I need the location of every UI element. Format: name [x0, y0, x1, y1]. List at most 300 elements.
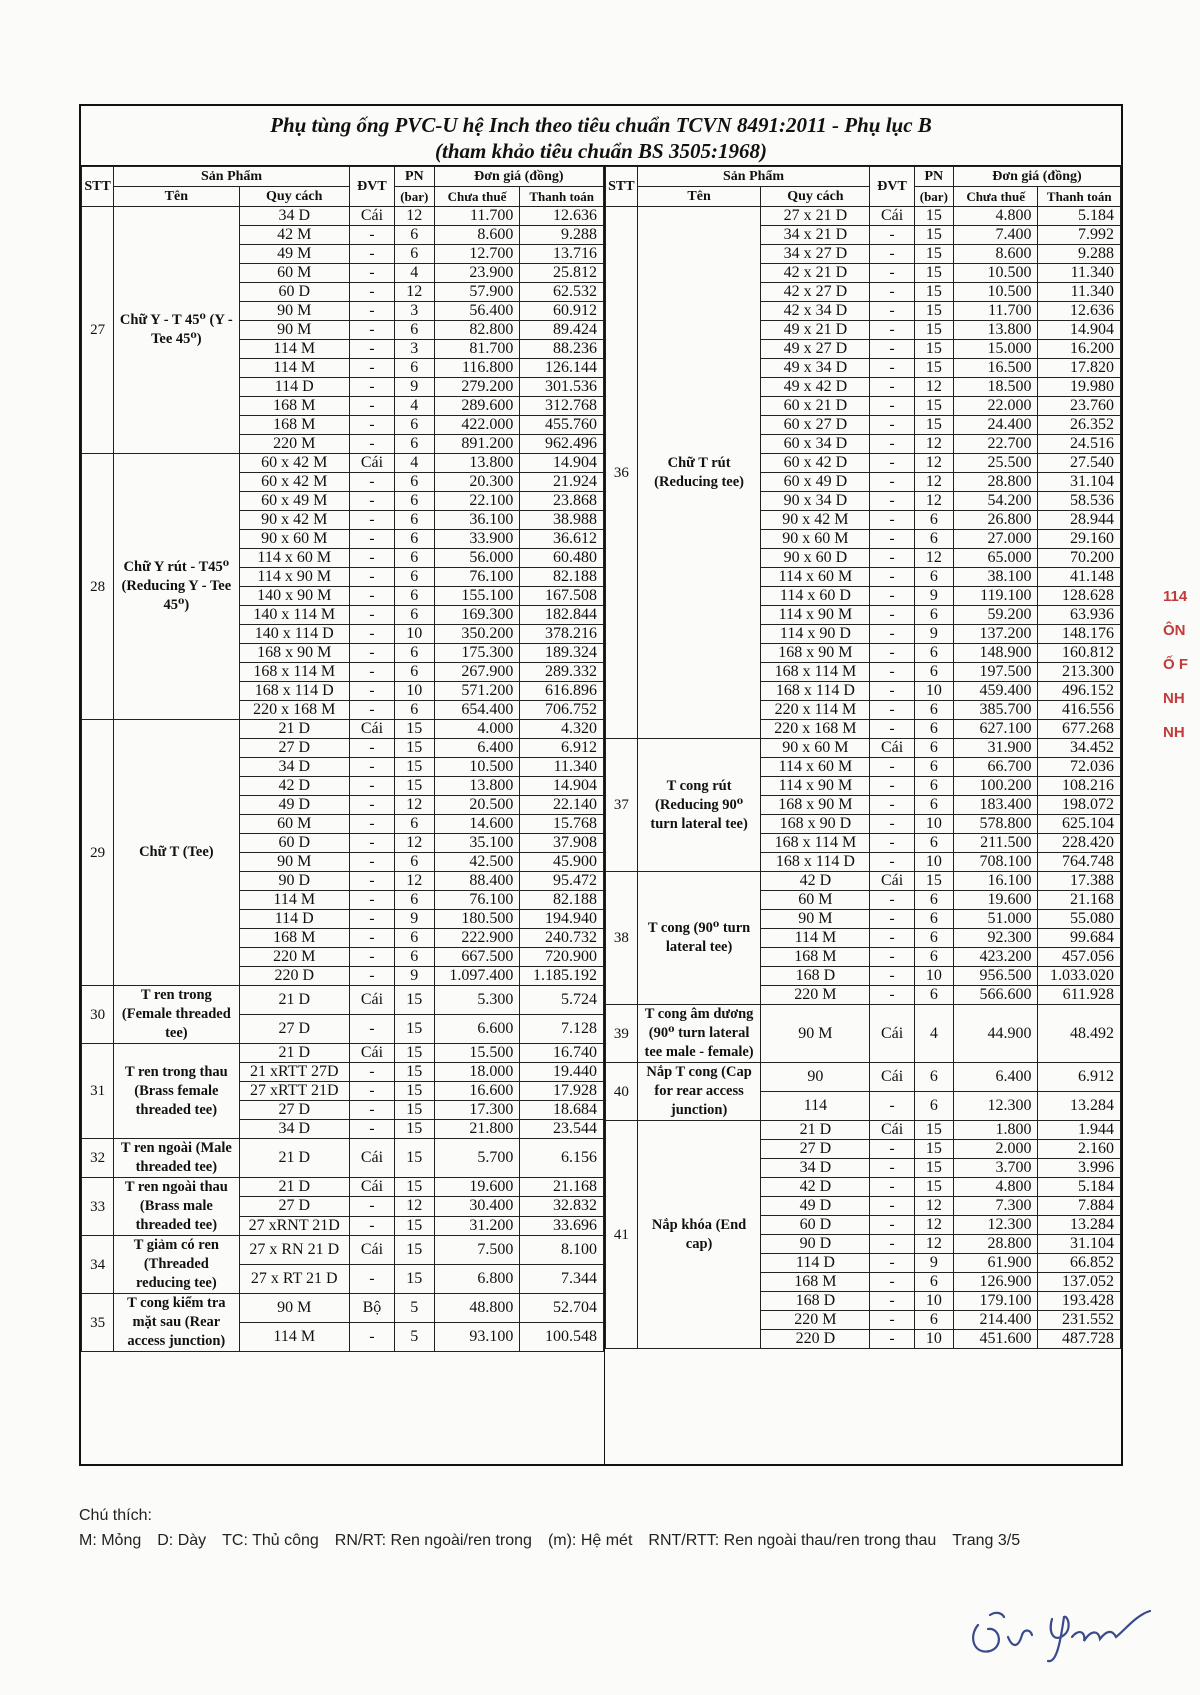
unit-cell: - [870, 663, 914, 682]
price-total-cell: 11.340 [1038, 283, 1121, 302]
price-before-tax-cell: 13.800 [953, 321, 1038, 340]
pressure-cell: 6 [914, 701, 953, 720]
pressure-cell: 15 [394, 739, 434, 758]
title-line-1: Phụ tùng ống PVC-U hệ Inch theo tiêu chuẩn TCVN 8491:2011 - Phụ lục B [270, 113, 932, 137]
price-total-cell: 34.452 [1038, 739, 1121, 758]
price-total-cell: 12.636 [520, 207, 604, 226]
price-total-cell: 12.636 [1038, 302, 1121, 321]
unit-cell: - [870, 720, 914, 739]
row-stt: 30 [82, 986, 114, 1044]
spec-cell: 114 M [239, 340, 349, 359]
spec-cell: 42 x 21 D [761, 264, 870, 283]
spec-cell: 49 x 42 D [761, 378, 870, 397]
spec-cell: 21 D [761, 1121, 870, 1140]
unit-cell: - [349, 1197, 394, 1216]
price-before-tax-cell: 279.200 [434, 378, 520, 397]
spec-cell: 34 x 21 D [761, 226, 870, 245]
spec-cell: 42 D [761, 1178, 870, 1197]
row-stt: 33 [82, 1178, 114, 1236]
unit-cell: - [349, 853, 394, 872]
price-total-cell: 52.704 [520, 1294, 604, 1323]
row-stt: 32 [82, 1139, 114, 1178]
price-total-cell: 99.684 [1038, 929, 1121, 948]
pressure-cell: 6 [914, 1273, 953, 1292]
pressure-cell: 6 [394, 321, 434, 340]
unit-cell: - [870, 549, 914, 568]
price-before-tax-cell: 16.600 [434, 1082, 520, 1101]
spec-cell: 114 M [239, 1323, 349, 1352]
pressure-cell: 6 [914, 986, 953, 1005]
spec-cell: 90 M [239, 853, 349, 872]
pressure-cell: 6 [914, 530, 953, 549]
pressure-cell: 12 [914, 492, 953, 511]
unit-cell: - [349, 1265, 394, 1294]
unit-cell: Cái [349, 207, 394, 226]
unit-cell: - [870, 359, 914, 378]
pressure-cell: 15 [394, 1265, 434, 1294]
price-total-cell: 22.140 [520, 796, 604, 815]
spec-cell: 168 D [761, 1292, 870, 1311]
pressure-cell: 4 [394, 397, 434, 416]
price-total-cell: 148.176 [1038, 625, 1121, 644]
spec-cell: 220 M [761, 986, 870, 1005]
price-total-cell: 182.844 [520, 606, 604, 625]
unit-cell: - [870, 492, 914, 511]
unit-cell: - [870, 302, 914, 321]
table-row [606, 207, 1121, 226]
unit-cell: - [870, 929, 914, 948]
price-before-tax-cell: 211.500 [953, 834, 1038, 853]
price-total-cell: 55.080 [1038, 910, 1121, 929]
price-total-cell: 38.988 [520, 511, 604, 530]
price-total-cell: 167.508 [520, 587, 604, 606]
unit-cell: Cái [870, 1121, 914, 1140]
row-stt: 29 [82, 720, 114, 986]
tables-area [81, 166, 1121, 1464]
pressure-cell: 12 [914, 549, 953, 568]
pressure-cell: 15 [394, 1139, 434, 1178]
spec-cell: 114 x 90 M [761, 777, 870, 796]
price-before-tax-cell: 627.100 [953, 720, 1038, 739]
pressure-cell: 9 [394, 910, 434, 929]
price-before-tax-cell: 7.300 [953, 1197, 1038, 1216]
price-total-cell: 21.924 [520, 473, 604, 492]
price-table-sheet [79, 104, 1123, 1466]
price-before-tax-cell: 4.800 [953, 1178, 1038, 1197]
spec-cell: 168 x 90 M [761, 644, 870, 663]
pressure-cell: 6 [914, 568, 953, 587]
unit-cell: Cái [349, 986, 394, 1015]
unit-cell: - [349, 1082, 394, 1101]
pressure-cell: 15 [914, 359, 953, 378]
unit-cell: - [870, 530, 914, 549]
spec-cell: 21 D [239, 720, 349, 739]
unit-cell: - [349, 758, 394, 777]
unit-cell: - [349, 1101, 394, 1120]
unit-cell: - [349, 264, 394, 283]
right-table [605, 166, 1121, 1464]
spec-cell: 90 M [761, 910, 870, 929]
price-before-tax-cell: 59.200 [953, 606, 1038, 625]
price-total-cell: 31.104 [1038, 473, 1121, 492]
header-stt: STT [82, 167, 114, 207]
spec-cell: 114 M [761, 929, 870, 948]
price-total-cell: 58.536 [1038, 492, 1121, 511]
red-stamp-fragment [1163, 580, 1200, 820]
price-before-tax-cell: 13.800 [434, 777, 520, 796]
price-before-tax-cell: 31.900 [953, 739, 1038, 758]
spec-cell: 114 x 90 D [761, 625, 870, 644]
pressure-cell: 6 [394, 568, 434, 587]
price-total-cell: 213.300 [1038, 663, 1121, 682]
pressure-cell: 6 [914, 758, 953, 777]
price-total-cell: 24.516 [1038, 435, 1121, 454]
spec-cell: 27 x RN 21 D [239, 1236, 349, 1265]
spec-cell: 140 x 114 D [239, 625, 349, 644]
pressure-cell: 15 [914, 245, 953, 264]
price-total-cell: 616.896 [520, 682, 604, 701]
price-total-cell: 1.185.192 [520, 967, 604, 986]
spec-cell: 90 D [239, 872, 349, 891]
spec-cell: 60 D [239, 834, 349, 853]
pressure-cell: 15 [394, 1216, 434, 1235]
header-pn: PN [914, 167, 953, 187]
price-total-cell: 4.320 [520, 720, 604, 739]
price-before-tax-cell: 566.600 [953, 986, 1038, 1005]
spec-cell: 220 M [239, 948, 349, 967]
pressure-cell: 6 [914, 644, 953, 663]
price-before-tax-cell: 76.100 [434, 568, 520, 587]
price-total-cell: 706.752 [520, 701, 604, 720]
price-before-tax-cell: 6.600 [434, 1015, 520, 1044]
price-total-cell: 13.284 [1038, 1092, 1121, 1121]
unit-cell: - [870, 644, 914, 663]
spec-cell: 168 M [761, 1273, 870, 1292]
pressure-cell: 6 [394, 663, 434, 682]
spec-cell: 42 M [239, 226, 349, 245]
price-total-cell: 17.388 [1038, 872, 1121, 891]
pressure-cell: 6 [394, 511, 434, 530]
spec-cell: 114 M [239, 359, 349, 378]
price-total-cell: 625.104 [1038, 815, 1121, 834]
unit-cell: - [870, 986, 914, 1005]
price-total-cell: 17.820 [1038, 359, 1121, 378]
spec-cell: 90 D [761, 1235, 870, 1254]
unit-cell: - [349, 606, 394, 625]
price-before-tax-cell: 289.600 [434, 397, 520, 416]
price-total-cell: 6.156 [520, 1139, 604, 1178]
product-name: T giảm có ren (Threaded reducing tee) [114, 1236, 239, 1294]
price-before-tax-cell: 17.300 [434, 1101, 520, 1120]
pressure-cell: 6 [914, 777, 953, 796]
price-before-tax-cell: 93.100 [434, 1323, 520, 1352]
price-before-tax-cell: 137.200 [953, 625, 1038, 644]
price-before-tax-cell: 6.400 [434, 739, 520, 758]
spec-cell: 220 x 168 M [761, 720, 870, 739]
unit-cell: - [870, 625, 914, 644]
unit-cell: - [870, 682, 914, 701]
price-total-cell: 108.216 [1038, 777, 1121, 796]
unit-cell: - [870, 321, 914, 340]
unit-cell: - [349, 967, 394, 986]
spec-cell: 168 x 90 D [761, 815, 870, 834]
pressure-cell: 12 [394, 872, 434, 891]
pressure-cell: 15 [914, 872, 953, 891]
pressure-cell: 9 [914, 587, 953, 606]
pressure-cell: 6 [914, 910, 953, 929]
price-before-tax-cell: 20.500 [434, 796, 520, 815]
price-before-tax-cell: 28.800 [953, 1235, 1038, 1254]
pressure-cell: 6 [394, 701, 434, 720]
price-before-tax-cell: 20.300 [434, 473, 520, 492]
note-item: (m): Hệ mét [547, 1532, 633, 1549]
price-before-tax-cell: 25.500 [953, 454, 1038, 473]
price-total-cell: 15.768 [520, 815, 604, 834]
product-name: Chữ Y rút - T45⁰ (Reducing Y - Tee 45⁰) [114, 454, 239, 720]
price-total-cell: 14.904 [520, 454, 604, 473]
spec-cell: 168 x 114 D [761, 682, 870, 701]
product-name: T ren trong (Female threaded tee) [114, 986, 239, 1044]
handwritten-signature [960, 1585, 1160, 1670]
row-stt: 31 [82, 1044, 114, 1139]
pressure-cell: 15 [394, 1101, 434, 1120]
price-before-tax-cell: 36.100 [434, 511, 520, 530]
spec-cell: 60 M [239, 264, 349, 283]
unit-cell: - [870, 1330, 914, 1349]
price-before-tax-cell: 10.500 [953, 264, 1038, 283]
pressure-cell: 4 [394, 454, 434, 473]
spec-cell: 27 D [761, 1140, 870, 1159]
price-before-tax-cell: 222.900 [434, 929, 520, 948]
price-before-tax-cell: 57.900 [434, 283, 520, 302]
unit-cell: Cái [870, 207, 914, 226]
unit-cell: - [870, 378, 914, 397]
note-item: RNT/RTT: Ren ngoài thau/ren trong thau [648, 1532, 937, 1549]
price-before-tax-cell: 7.500 [434, 1236, 520, 1265]
spec-cell: 27 D [239, 739, 349, 758]
price-before-tax-cell: 578.800 [953, 815, 1038, 834]
row-stt: 37 [606, 739, 638, 872]
pressure-cell: 15 [394, 1082, 434, 1101]
price-before-tax-cell: 92.300 [953, 929, 1038, 948]
pressure-cell: 15 [394, 986, 434, 1015]
unit-cell: - [870, 1159, 914, 1178]
spec-cell: 114 x 60 M [761, 758, 870, 777]
row-stt: 36 [606, 207, 638, 739]
price-total-cell: 19.980 [1038, 378, 1121, 397]
price-before-tax-cell: 82.800 [434, 321, 520, 340]
table-row [606, 1063, 1121, 1092]
spec-cell: 27 xRTT 21D [239, 1082, 349, 1101]
price-before-tax-cell: 12.300 [953, 1216, 1038, 1235]
price-before-tax-cell: 16.500 [953, 359, 1038, 378]
unit-cell: - [349, 815, 394, 834]
spec-cell: 60 D [761, 1216, 870, 1235]
row-stt: 27 [82, 207, 114, 454]
spec-cell: 49 M [239, 245, 349, 264]
unit-cell: - [870, 1311, 914, 1330]
price-total-cell: 29.160 [1038, 530, 1121, 549]
product-name: T cong âm dương (90⁰ turn lateral tee male - female) [637, 1005, 761, 1063]
pressure-cell: 15 [914, 226, 953, 245]
unit-cell: - [349, 929, 394, 948]
price-before-tax-cell: 1.800 [953, 1121, 1038, 1140]
price-before-tax-cell: 24.400 [953, 416, 1038, 435]
pressure-cell: 5 [394, 1323, 434, 1352]
title-line-2: (tham khảo tiêu chuẩn BS 3505:1968) [435, 139, 767, 163]
price-total-cell: 11.340 [1038, 264, 1121, 283]
price-before-tax-cell: 30.400 [434, 1197, 520, 1216]
price-total-cell: 72.036 [1038, 758, 1121, 777]
unit-cell: - [870, 435, 914, 454]
table-row [606, 1121, 1121, 1140]
price-before-tax-cell: 27.000 [953, 530, 1038, 549]
price-before-tax-cell: 180.500 [434, 910, 520, 929]
unit-cell: - [349, 511, 394, 530]
spec-cell: 140 x 90 M [239, 587, 349, 606]
price-total-cell: 16.740 [520, 1044, 604, 1063]
price-total-cell: 37.908 [520, 834, 604, 853]
pressure-cell: 6 [394, 815, 434, 834]
note-item: M: Mỏng [79, 1532, 142, 1549]
pressure-cell: 9 [914, 625, 953, 644]
unit-cell: - [870, 815, 914, 834]
pressure-cell: 15 [394, 1015, 434, 1044]
spec-cell: 90 x 60 D [761, 549, 870, 568]
product-name: Nắp khóa (End cap) [637, 1121, 761, 1349]
unit-cell: - [870, 777, 914, 796]
pressure-cell: 6 [394, 435, 434, 454]
price-total-cell: 60.912 [520, 302, 604, 321]
price-before-tax-cell: 81.700 [434, 340, 520, 359]
pressure-cell: 9 [394, 967, 434, 986]
unit-cell: - [349, 378, 394, 397]
product-name: T cong kiểm tra mặt sau (Rear access junction) [114, 1294, 239, 1352]
price-total-cell: 1.033.020 [1038, 967, 1121, 986]
header-dvt: ĐVT [349, 167, 394, 207]
pressure-cell: 10 [914, 1330, 953, 1349]
price-total-cell: 27.540 [1038, 454, 1121, 473]
spec-cell: 114 x 90 M [761, 606, 870, 625]
unit-cell: - [870, 568, 914, 587]
spec-cell: 27 xRNT 21D [239, 1216, 349, 1235]
unit-cell: - [349, 473, 394, 492]
product-name: Chữ T (Tee) [114, 720, 239, 986]
spec-cell: 90 x 60 M [761, 739, 870, 758]
note-item: Trang 3/5 [952, 1532, 1021, 1549]
unit-cell: - [870, 511, 914, 530]
spec-cell: 42 D [761, 872, 870, 891]
header-chua-thue: Chưa thuế [434, 187, 520, 207]
spec-cell: 90 x 42 M [761, 511, 870, 530]
price-before-tax-cell: 61.900 [953, 1254, 1038, 1273]
price-before-tax-cell: 1.097.400 [434, 967, 520, 986]
price-before-tax-cell: 13.800 [434, 454, 520, 473]
unit-cell: - [870, 416, 914, 435]
price-total-cell: 25.812 [520, 264, 604, 283]
header-thanh-toan: Thanh toán [1038, 187, 1121, 207]
unit-cell: - [870, 1273, 914, 1292]
unit-cell: - [870, 758, 914, 777]
price-before-tax-cell: 10.500 [434, 758, 520, 777]
header-quy-cach: Quy cách [761, 187, 870, 207]
unit-cell: - [349, 872, 394, 891]
price-total-cell: 82.188 [520, 891, 604, 910]
pressure-cell: 6 [394, 492, 434, 511]
price-before-tax-cell: 267.900 [434, 663, 520, 682]
spec-cell: 168 x 114 D [239, 682, 349, 701]
pressure-cell: 6 [914, 1311, 953, 1330]
spec-cell: 90 x 34 D [761, 492, 870, 511]
spec-cell: 90 M [239, 302, 349, 321]
pressure-cell: 6 [394, 948, 434, 967]
price-before-tax-cell: 148.900 [953, 644, 1038, 663]
price-total-cell: 128.628 [1038, 587, 1121, 606]
pressure-cell: 10 [914, 1292, 953, 1311]
price-before-tax-cell: 4.800 [953, 207, 1038, 226]
pressure-cell: 6 [394, 929, 434, 948]
spec-cell: 90 [761, 1063, 870, 1092]
price-before-tax-cell: 15.000 [953, 340, 1038, 359]
unit-cell: Cái [349, 720, 394, 739]
unit-cell: - [349, 359, 394, 378]
price-before-tax-cell: 31.200 [434, 1216, 520, 1235]
price-before-tax-cell: 891.200 [434, 435, 520, 454]
price-before-tax-cell: 179.100 [953, 1292, 1038, 1311]
price-before-tax-cell: 22.700 [953, 435, 1038, 454]
pressure-cell: 6 [394, 644, 434, 663]
left-price-grid [81, 166, 604, 1352]
table-row [82, 1139, 604, 1178]
spec-cell: 168 M [239, 929, 349, 948]
price-total-cell: 19.440 [520, 1063, 604, 1082]
spec-cell: 90 M [239, 1294, 349, 1323]
unit-cell: - [349, 701, 394, 720]
unit-cell: - [349, 302, 394, 321]
price-total-cell: 189.324 [520, 644, 604, 663]
price-before-tax-cell: 22.100 [434, 492, 520, 511]
pressure-cell: 15 [394, 1044, 434, 1063]
spec-cell: 60 M [761, 891, 870, 910]
price-before-tax-cell: 708.100 [953, 853, 1038, 872]
price-total-cell: 2.160 [1038, 1140, 1121, 1159]
pressure-cell: 6 [914, 929, 953, 948]
price-total-cell: 11.340 [520, 758, 604, 777]
price-total-cell: 48.492 [1038, 1005, 1121, 1063]
pressure-cell: 10 [394, 625, 434, 644]
price-total-cell: 66.852 [1038, 1254, 1121, 1273]
pressure-cell: 15 [914, 1159, 953, 1178]
pressure-cell: 6 [394, 245, 434, 264]
price-total-cell: 1.944 [1038, 1121, 1121, 1140]
spec-cell: 220 D [239, 967, 349, 986]
header-pn-unit: (bar) [914, 187, 953, 207]
product-name: T ren trong thau (Brass female threaded tee) [114, 1044, 239, 1139]
unit-cell: - [349, 416, 394, 435]
spec-cell: 49 x 34 D [761, 359, 870, 378]
price-before-tax-cell: 10.500 [953, 283, 1038, 302]
signature-drawing [960, 1585, 1160, 1665]
price-total-cell: 62.532 [520, 283, 604, 302]
price-total-cell: 13.284 [1038, 1216, 1121, 1235]
unit-cell: - [349, 1216, 394, 1235]
spec-cell: 60 x 49 M [239, 492, 349, 511]
spec-cell: 60 x 42 D [761, 454, 870, 473]
unit-cell: - [349, 1323, 394, 1352]
spec-cell: 114 M [239, 891, 349, 910]
pressure-cell: 6 [394, 473, 434, 492]
pressure-cell: 3 [394, 340, 434, 359]
